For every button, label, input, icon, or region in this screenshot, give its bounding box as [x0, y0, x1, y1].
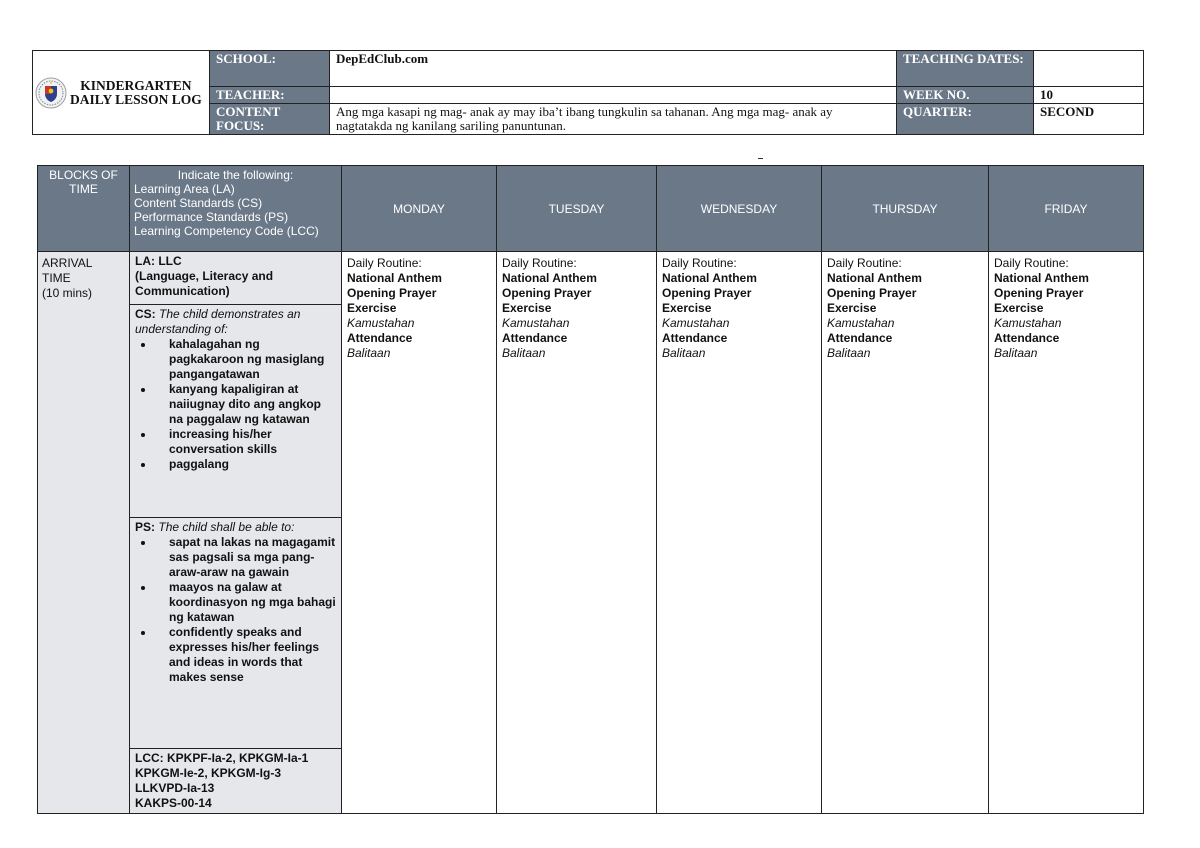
routine-line: Kamustahan — [347, 316, 415, 330]
school-label: SCHOOL: — [210, 51, 330, 87]
indicate-line: Learning Competency Code (LCC) — [134, 224, 319, 238]
routine-line: Attendance — [502, 331, 568, 345]
indicate-header — [130, 166, 342, 252]
routine-line: Attendance — [994, 331, 1060, 345]
arrival-time-cell — [38, 252, 130, 814]
header-table — [32, 50, 1144, 135]
ps-item: • confidently speaks and expresses his/her feelings and ideas in words that makes sense — [155, 625, 337, 685]
day-header-monday: MONDAY — [342, 166, 497, 252]
cs-intro: The child demonstrates an understanding of: — [135, 307, 301, 336]
cs-item: • increasing his/her conversation skills — [155, 427, 337, 457]
ps-intro: The child shall be able to: — [158, 520, 295, 534]
teacher-label: TEACHER: — [210, 87, 330, 104]
routine-line: Daily Routine: — [994, 256, 1069, 270]
learning-area-section — [130, 252, 341, 305]
indicate-title: Indicate the following: — [177, 168, 294, 182]
routine-line: Balitaan — [347, 346, 391, 360]
teaching-dates-label: TEACHING DATES: — [897, 51, 1034, 87]
standards-cell — [130, 252, 342, 814]
routine-line: Daily Routine: — [347, 256, 422, 270]
routine-cell-wednesday — [657, 252, 822, 814]
performance-standards-section — [130, 518, 341, 749]
indicate-line: Performance Standards (PS) — [134, 210, 289, 224]
day-header-friday: FRIDAY — [989, 166, 1144, 252]
routine-cell-monday — [342, 252, 497, 814]
routine-line: National Anthem — [994, 271, 1089, 285]
indicate-line: Content Standards (CS) — [134, 196, 263, 210]
routine-line: Kamustahan — [994, 316, 1062, 330]
quarter-value: SECOND — [1034, 104, 1144, 135]
week-value: 10 — [1034, 87, 1144, 104]
cs-item: • kahalagahan ng pagkakaroon ng masiglang pangangatawan — [155, 337, 337, 382]
time-line: (10 mins) — [42, 286, 93, 300]
deped-seal-icon — [35, 77, 67, 109]
routine-cell-friday — [989, 252, 1144, 814]
content-focus-label: CONTENT FOCUS: — [210, 104, 330, 135]
routine-line: Kamustahan — [502, 316, 570, 330]
routine-line: Balitaan — [502, 346, 546, 360]
routine-line: Exercise — [502, 301, 552, 315]
routine-line: Attendance — [662, 331, 728, 345]
doc-title-line2: DAILY LESSON LOG — [70, 91, 202, 107]
day-header-thursday: THURSDAY — [822, 166, 989, 252]
day-header-tuesday: TUESDAY — [497, 166, 657, 252]
routine-line: Opening Prayer — [502, 286, 592, 300]
header-brand — [33, 51, 210, 135]
lcc-line: LCC: KPKPF-Ia-2, KPKGM-Ia-1 — [135, 751, 309, 765]
routine-cell-thursday — [822, 252, 989, 814]
day-header-wednesday: WEDNESDAY — [657, 166, 822, 252]
routine-line: Kamustahan — [662, 316, 730, 330]
school-value: DepEdClub.com — [330, 51, 897, 87]
routine-line: Daily Routine: — [662, 256, 737, 270]
lcc-line: KPKGM-Ie-2, KPKGM-Ig-3 — [135, 766, 282, 780]
routine-line: Balitaan — [827, 346, 871, 360]
routine-line: Exercise — [347, 301, 397, 315]
lcc-line: LLKVPD-Ia-13 — [135, 781, 215, 795]
lcc-line: KAKPS-00-14 — [135, 796, 212, 810]
week-label: WEEK NO. — [897, 87, 1034, 104]
routine-line: Daily Routine: — [827, 256, 902, 270]
routine-line: National Anthem — [502, 271, 597, 285]
routine-line: Opening Prayer — [827, 286, 917, 300]
routine-line: Exercise — [662, 301, 712, 315]
lesson-log-table — [37, 165, 1144, 814]
la-text: (Language, Literacy and Communication) — [135, 269, 274, 298]
teaching-dates-value — [1034, 51, 1144, 87]
cs-item: • paggalang — [155, 457, 337, 472]
time-line: TIME — [42, 271, 71, 285]
routine-line: Attendance — [827, 331, 893, 345]
routine-line: Exercise — [994, 301, 1044, 315]
time-line: ARRIVAL — [42, 256, 93, 270]
routine-line: Attendance — [347, 331, 413, 345]
ps-list — [135, 535, 337, 685]
routine-line: Opening Prayer — [994, 286, 1084, 300]
doc-title-line1: KINDERGARTEN — [80, 77, 192, 93]
ps-item: • sapat na lakas na magagamit sas pagsali sa mga pang-araw-araw na gawain — [155, 535, 337, 580]
routine-line: Opening Prayer — [662, 286, 752, 300]
lcc-section — [130, 749, 341, 813]
content-standards-section — [130, 305, 341, 518]
routine-line: Opening Prayer — [347, 286, 437, 300]
cs-label: CS: — [135, 307, 156, 321]
routine-line: National Anthem — [347, 271, 442, 285]
divider-mark — [758, 158, 763, 159]
content-focus-value: Ang mga kasapi ng mag- anak ay may iba’t ibang tungkulin sa tahanan. Ang mga mag- anak ay nagtatakda ng kanilang sariling panuntunan. — [330, 104, 897, 135]
indicate-line: Learning Area (LA) — [134, 182, 235, 196]
routine-line: National Anthem — [827, 271, 922, 285]
routine-cell-tuesday — [497, 252, 657, 814]
routine-line: Exercise — [827, 301, 877, 315]
cs-list — [135, 337, 337, 472]
routine-line: National Anthem — [662, 271, 757, 285]
cs-item: • kanyang kapaligiran at naiiugnay dito ang angkop na paggalaw ng katawan — [155, 382, 337, 427]
la-label: LA: LLC — [135, 254, 182, 268]
blocks-of-time-header: BLOCKS OF TIME — [38, 166, 130, 252]
routine-line: Balitaan — [662, 346, 706, 360]
ps-label: PS: — [135, 520, 156, 534]
ps-item: • maayos na galaw at koordinasyon ng mga bahagi ng katawan — [155, 580, 337, 625]
quarter-label: QUARTER: — [897, 104, 1034, 135]
routine-line: Kamustahan — [827, 316, 895, 330]
teacher-value — [330, 87, 897, 104]
routine-line: Balitaan — [994, 346, 1038, 360]
routine-line: Daily Routine: — [502, 256, 577, 270]
